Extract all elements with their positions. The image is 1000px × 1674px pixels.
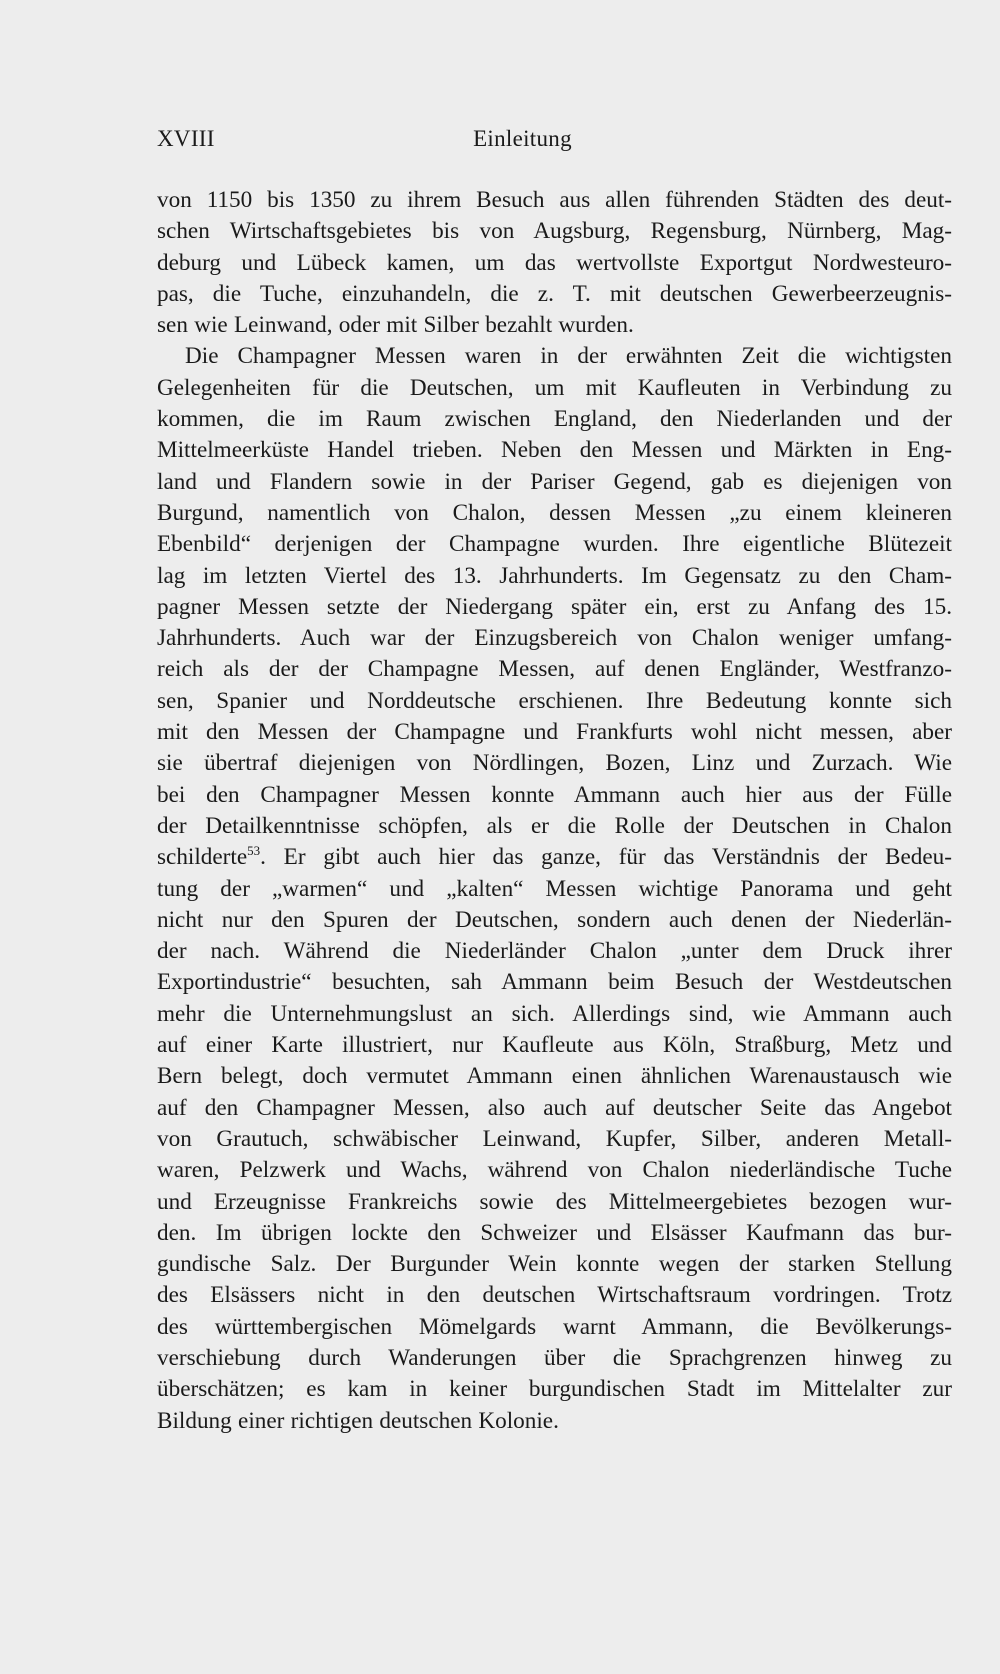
text-line: pas, die Tuche, einzuhandeln, die z. T. mit deutschen Gewerbeerzeugnis- bbox=[157, 280, 952, 307]
text-line: sen wie Leinwand, oder mit Silber bezahlt wurden. bbox=[157, 312, 634, 339]
text-line: Burgund, namentlich von Chalon, dessen Messen „zu einem kleineren bbox=[157, 499, 952, 526]
text-line: tung der „warmen“ und „kalten“ Messen wichtige Panorama und geht bbox=[157, 875, 952, 902]
text-line: nicht nur den Spuren der Deutschen, sondern auch denen der Niederlän- bbox=[157, 906, 952, 933]
running-head bbox=[157, 126, 952, 158]
text-line: verschiebung durch Wanderungen über die Sprachgrenzen hinweg zu bbox=[157, 1344, 952, 1371]
text-line: von 1150 bis 1350 zu ihrem Besuch aus allen führenden Städten des deut- bbox=[157, 187, 952, 213]
text-line: pagner Messen setzte der Niedergang später ein, erst zu Anfang des 15. bbox=[157, 593, 952, 620]
text-line: und Erzeugnisse Frankreichs sowie des Mittelmeergebietes bezogen wur- bbox=[157, 1188, 952, 1215]
text-line: deburg und Lübeck kamen, um das wertvollste Exportgut Nordwesteuro- bbox=[157, 249, 952, 276]
text-line bbox=[157, 842, 952, 873]
paragraph bbox=[157, 185, 952, 341]
text-line: Bern belegt, doch vermutet Ammann einen ähnlichen Warenaustausch wie bbox=[157, 1063, 952, 1090]
text-line: überschätzen; es kam in keiner burgundischen Stadt im Mittelalter zur bbox=[157, 1376, 952, 1403]
text-line: schen Wirtschaftsgebietes bis von Augsburg, Regensburg, Nürnberg, Mag- bbox=[157, 218, 952, 245]
text-line: lag im letzten Viertel des 13. Jahrhunderts. Im Gegensatz zu den Cham- bbox=[157, 562, 952, 589]
text-line: land und Flandern sowie in der Pariser Gegend, gab es diejenigen von bbox=[157, 468, 952, 495]
text-line: mehr die Unternehmungslust an sich. Allerdings sind, wie Ammann auch bbox=[157, 1000, 952, 1027]
text-line: bei den Champagner Messen konnte Ammann auch hier aus der Fülle bbox=[157, 781, 952, 808]
text-line: auf den Champagner Messen, also auch auf deutscher Seite das Angebot bbox=[157, 1094, 952, 1121]
text-line: des Elsässers nicht in den deutschen Wirtschaftsraum vordringen. Trotz bbox=[157, 1282, 952, 1309]
page-number: XVIII bbox=[157, 126, 215, 151]
text-line: der nach. Während die Niederländer Chalon „unter dem Druck ihrer bbox=[157, 938, 952, 965]
footnote-reference[interactable]: 53 bbox=[247, 843, 261, 859]
text-line: des württembergischen Mömelgards warnt Ammann, die Bevölkerungs- bbox=[157, 1313, 952, 1340]
text-line: Mittelmeerküste Handel trieben. Neben den Messen und Märkten in Eng- bbox=[157, 437, 952, 464]
text-line: der Detailkenntnisse schöpfen, als er die Rolle der Deutschen in Chalon bbox=[157, 812, 952, 839]
text-line: Bildung einer richtigen deutschen Kolonie. bbox=[157, 1407, 559, 1434]
text-line: Die Champagner Messen waren in der erwähnten Zeit die wichtigsten bbox=[185, 343, 952, 370]
text-line: sie übertraf diejenigen von Nördlingen, Bozen, Linz und Zurzach. Wie bbox=[157, 750, 952, 777]
text-line: Exportindustrie“ besuchten, sah Ammann beim Besuch der Westdeutschen bbox=[157, 969, 952, 996]
text-line: waren, Pelzwerk und Wachs, während von Chalon niederländische Tuche bbox=[157, 1157, 952, 1184]
text-line: von Grautuch, schwäbischer Leinwand, Kupfer, Silber, anderen Metall- bbox=[157, 1125, 952, 1152]
text-line: auf einer Karte illustriert, nur Kaufleute aus Köln, Straßburg, Metz und bbox=[157, 1032, 952, 1059]
body-text bbox=[157, 185, 952, 1437]
running-title: Einleitung bbox=[473, 126, 572, 151]
text-line: reich als der der Champagne Messen, auf denen Engländer, Westfranzo- bbox=[157, 656, 952, 683]
text-segment: schilderte bbox=[157, 844, 248, 871]
text-line: kommen, die im Raum zwischen England, den Niederlanden und der bbox=[157, 406, 952, 433]
text-line: den. Im übrigen lockte den Schweizer und Elsässer Kaufmann das bur- bbox=[157, 1219, 952, 1246]
text-line: sen, Spanier und Norddeutsche erschienen. Ihre Bedeutung konnte sich bbox=[157, 687, 952, 714]
text-line: Gelegenheiten für die Deutschen, um mit Kaufleuten in Verbindung zu bbox=[157, 374, 952, 401]
text-line: mit den Messen der Champagne und Frankfurts wohl nicht messen, aber bbox=[157, 719, 952, 746]
text-line: Ebenbild“ derjenigen der Champagne wurden. Ihre eigentliche Blütezeit bbox=[157, 531, 952, 558]
text-line: Jahrhunderts. Auch war der Einzugsbereich von Chalon weniger umfang- bbox=[157, 625, 952, 652]
text-segment: . Er gibt auch hier das ganze, für das Verständnis der Bedeu- bbox=[260, 844, 952, 871]
text-line: gundische Salz. Der Burgunder Wein konnte wegen der starken Stellung bbox=[157, 1251, 952, 1278]
paragraph bbox=[157, 341, 952, 1436]
